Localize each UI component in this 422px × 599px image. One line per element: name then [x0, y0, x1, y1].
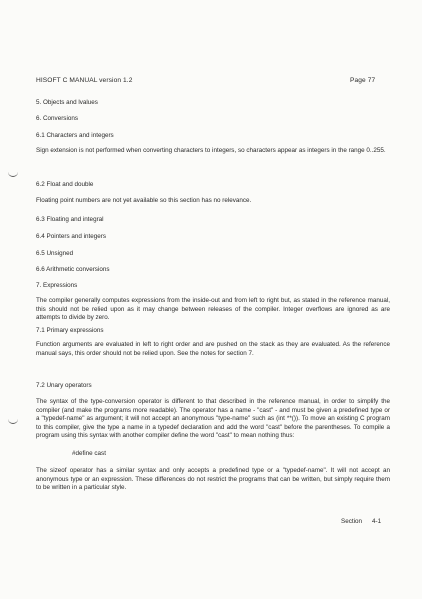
heading-7-2: 7.2 Unary operators	[36, 382, 92, 389]
paragraph-6-2: Floating point numbers are not yet available so this section has no relevance.	[36, 197, 252, 204]
heading-7-1: 7.1 Primary expressions	[36, 327, 104, 334]
heading-6-5: 6.5 Unsigned	[36, 250, 74, 257]
heading-6-4: 6.4 Pointers and integers	[36, 233, 107, 240]
heading-6-6: 6.6 Arithmetic conversions	[36, 266, 110, 273]
binder-hole-mark	[8, 171, 18, 177]
heading-6-2: 6.2 Float and double	[36, 181, 94, 188]
binder-hole-mark	[8, 418, 18, 424]
page-number: Page 77	[350, 77, 376, 84]
heading-7: 7. Expressions	[36, 282, 78, 289]
paragraph-7: The compiler generally computes expressions from the inside-out and from left to right but, as stated in the reference manual, this should not be relied upon as it may change between releases of the compiler. Integer overflows are ignored as are attempts to divide by zero.	[36, 297, 390, 322]
heading-5: 5. Objects and lvalues	[36, 99, 98, 106]
heading-6-3: 6.3 Floating and integral	[36, 216, 104, 223]
paragraph-6-1: Sign extension is not performed when converting characters to integers, so characters appear as integers in the range 0..255.	[36, 147, 386, 154]
header-title: HISOFT C MANUAL version 1.2	[36, 77, 133, 84]
paragraph-7-2-sizeof: The sizeof operator has a similar syntax and only accepts a predefined type or a "typedef-name". It will not accept an anonymous type or an expression. These differences do not restrict the programs that can be written, but simply require them to be written in a particular style.	[36, 467, 390, 492]
paragraph-7-1: Function arguments are evaluated in left to right order and are pushed on the stack as they are evaluated. As the reference manual says, this order should not be relied upon. See the notes for section 7.	[36, 341, 390, 357]
footer-section-label: Section	[341, 518, 363, 525]
heading-6-1: 6.1 Characters and integers	[36, 132, 114, 139]
code-define-cast: #define cast	[72, 450, 106, 457]
paragraph-7-2: The syntax of the type-conversion operator is different to that described in the reference manual, in order to simplify the compiler (and make the programs more readable). The operator has a name - "cast" - and must be given a predefined type or a "typedef-name" as argument; it will not accept an anonymous "type-name" such as (int **()). To move an existing C program to this compiler, give the type a name in a typedef declaration and add the word "cast" before the parentheses. To compile a program using this syntax with another compiler define the word "cast" to mean nothing thus:	[36, 398, 390, 440]
footer-section-number: 4-1	[372, 518, 382, 525]
heading-6: 6. Conversions	[36, 115, 78, 122]
